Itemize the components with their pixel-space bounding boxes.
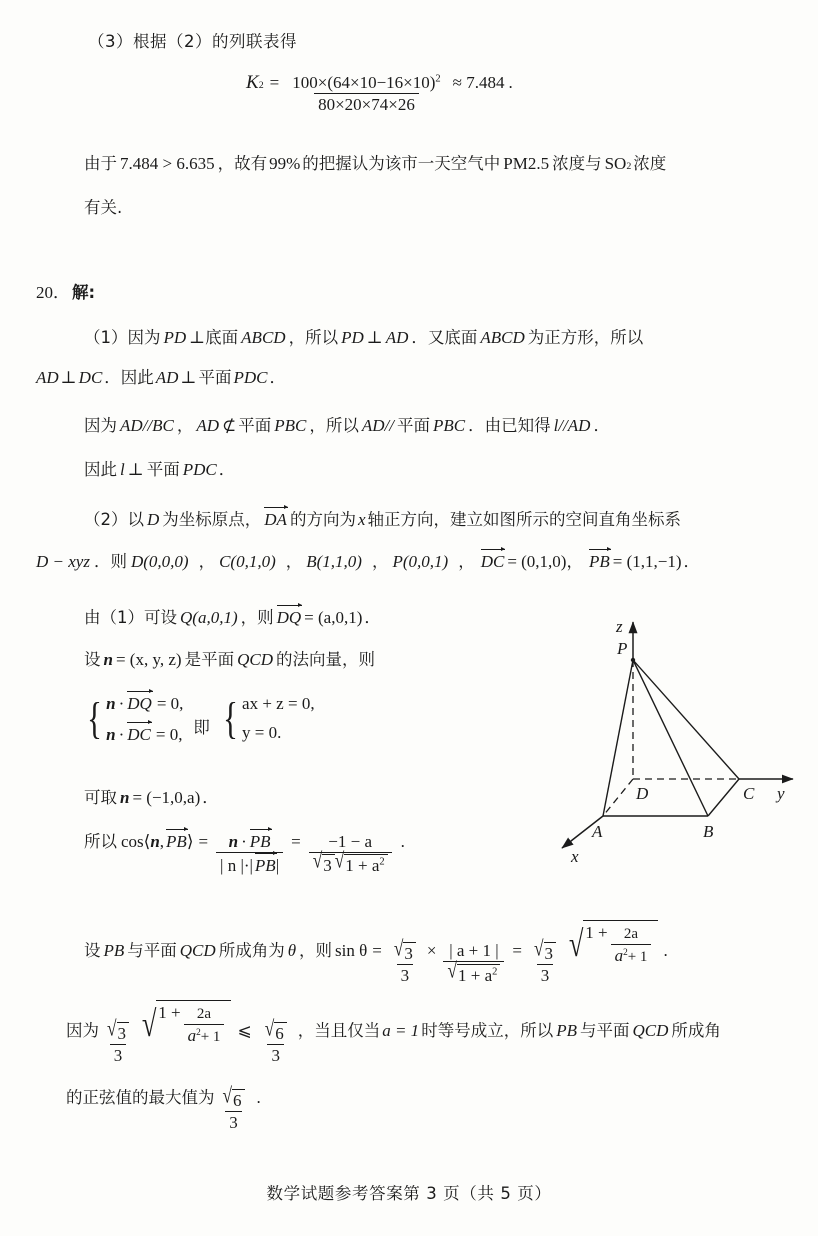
plane-QCD: QCD — [237, 650, 273, 669]
vector-DQ-value: = (a,0,1) — [304, 608, 363, 627]
row1-rhs: = 0, — [156, 694, 184, 713]
sqrt-6-b-body: 6 — [232, 1089, 245, 1110]
conclusion-text-g: 浓度与 — [552, 154, 602, 173]
system-row-2 — [106, 723, 183, 745]
cosine-fraction-1 — [216, 830, 283, 875]
final1-frac1-num — [103, 1016, 133, 1044]
cosine-s1: 所以 — [84, 832, 117, 851]
sine-s3: 所成角为 — [218, 940, 285, 960]
sqrt-1-a2-b: √ $1 + a^2$ — [447, 964, 500, 985]
coord-B: B(1,1,0) — [306, 552, 362, 571]
label-x-axis: x — [571, 847, 579, 866]
sqrt-body-text: 1 + a — [345, 856, 380, 876]
part1b-s7: ．由已知得 — [468, 416, 551, 435]
sqrt-6-b: √ 6 — [223, 1089, 245, 1110]
bs2-den-exp: 2 — [196, 1027, 201, 1038]
system-right-row-1: ax + z = 0, — [242, 694, 315, 713]
sine-QCD: QCD — [179, 940, 216, 960]
vector-DQ: DQ — [276, 608, 302, 627]
part2-vector-DA: DA — [264, 510, 287, 529]
point-Q: Q(a,0,1) — [180, 608, 238, 627]
big-sqrt-1-frac-num: 2a — [623, 926, 639, 942]
conclusion-text-i: 浓度 — [633, 154, 667, 173]
final1-s5: 所成角 — [671, 1020, 721, 1040]
big-sqrt-2-fraction — [184, 1006, 225, 1046]
row2-rhs: = 0, — [155, 725, 183, 744]
vertex-dot-P — [631, 658, 635, 662]
part1c-plane: 平面 — [146, 460, 180, 479]
sqrt-3-body: 3 — [322, 854, 335, 875]
label-D: D — [636, 784, 649, 803]
sqrt-3-c: √ 3 — [534, 942, 556, 963]
q20-sine-formula — [84, 920, 668, 985]
right-brace: { — [223, 693, 238, 743]
part1-s1: 因为 — [127, 328, 161, 347]
conclusion-text-a: 由于 — [84, 154, 117, 173]
sine-frac2-num: | a + 1 | — [449, 940, 499, 960]
final1-QCD: QCD — [632, 1020, 669, 1040]
sine-theta: θ — [287, 940, 297, 960]
take-n-symbol: n — [120, 788, 130, 807]
final2-period: . — [256, 1088, 261, 1107]
q20-solution-label: 解: — [72, 283, 96, 302]
formula-denominator: 80×20×74×26 — [314, 93, 419, 114]
conclusion-text-c: ，故有 — [217, 154, 268, 173]
final1-fraction-1 — [103, 1016, 133, 1065]
sin-theta-operator: sin θ — [335, 940, 368, 960]
sine-equals-2: = — [512, 940, 522, 960]
part1-ABCD-2: ABCD — [480, 328, 525, 347]
vector-PB-value: = (1,1,−1) — [612, 552, 682, 571]
part1b-s1: 因为 — [84, 416, 117, 435]
normal-vector-n: n — [103, 650, 113, 669]
cos-n: n — [150, 832, 160, 851]
sqrt-3-d: √ 3 — [107, 1022, 129, 1043]
q20-equation-system — [84, 692, 315, 745]
part1-l2-plane: 平面 — [198, 368, 232, 387]
q19-part3-lead: （3）根据（2）的列联表得 — [88, 32, 297, 51]
sine-frac1-num — [390, 936, 420, 964]
part2-s3: 的方向为 — [289, 510, 356, 529]
final1-frac1-den: 3 — [110, 1044, 127, 1065]
conclusion-confidence: 99% — [269, 154, 301, 173]
part2b-s1: 由（1）可设 — [84, 608, 177, 627]
big-sqrt-1-fraction — [611, 926, 652, 966]
page-footer: 数学试题参考答案第 3 页（共 5 页） — [266, 1184, 552, 1203]
pyramid-svg — [540, 600, 810, 890]
big-sqrt-2-frac-den — [184, 1024, 225, 1046]
numerator-exponent: 2 — [435, 73, 441, 85]
cos-operator: cos — [121, 832, 144, 851]
left-brace: { — [87, 693, 102, 743]
cos-frac1-den-end: | — [275, 856, 280, 876]
final2-frac-den: 3 — [225, 1111, 242, 1132]
sqrt-6-a-body: 6 — [274, 1022, 287, 1043]
part1c-PDC: PDC — [182, 460, 217, 479]
q20-part1-line-2 — [36, 364, 286, 388]
label-z-axis: z — [616, 617, 623, 636]
sine-frac3-den: 3 — [537, 964, 554, 985]
part1b-PBC-2: PBC — [432, 416, 466, 435]
q20-heading — [36, 278, 95, 303]
part2c-s2: 是平面 — [184, 650, 235, 669]
sine-frac2-den — [443, 958, 504, 985]
edge-D-A-dashed — [603, 779, 633, 816]
q20-part2-line-1 — [84, 506, 681, 530]
q20-part2b-line — [84, 604, 381, 628]
system-right-row-2: y = 0. — [242, 723, 282, 742]
cosine-fraction-2 — [309, 832, 392, 875]
sqrt-3: √ 3 — [313, 854, 335, 875]
part1-AD: AD — [385, 328, 409, 347]
cos-vector-PB: PB — [166, 832, 187, 851]
bs1-den-a: a — [614, 945, 624, 965]
sqrt-3-a: √ 3 — [394, 942, 416, 963]
q20-part2c-line — [84, 646, 375, 670]
cos-period: . — [400, 832, 405, 851]
system-row-1 — [106, 692, 183, 714]
final1-s3: 时等号成立，所以 — [421, 1020, 554, 1040]
part1-s7: 为正方形，所以 — [527, 328, 644, 347]
formula-lhs-K: K — [246, 72, 259, 93]
row1-n: n — [106, 694, 116, 713]
q20-final-line-2 — [66, 1084, 261, 1132]
final2-frac-num — [219, 1083, 249, 1111]
part1b-AD-parallel-BC: AD//BC — [120, 416, 174, 435]
sine-PB: PB — [103, 940, 125, 960]
sine-frac1-den: 3 — [397, 964, 414, 985]
sine-s1: 设 — [84, 940, 101, 960]
part2-s4: 轴正方向，建立如图所示的空间直角坐标系 — [367, 510, 681, 529]
big-sqrt-expression-1: √ 1 + $\frac{2a}{a^2+ 1}$ — [566, 920, 658, 968]
sqrt-1-a2-b-body — [457, 964, 500, 985]
part1b-comma: ， — [176, 416, 194, 435]
edge-P-C — [633, 660, 739, 779]
sine-fraction-1 — [390, 936, 420, 985]
conclusion-pm25: PM2.5 — [503, 154, 550, 173]
sine-s4: ，则 — [299, 940, 333, 960]
system-connector: 即 — [193, 717, 210, 737]
label-y-axis: y — [777, 784, 785, 803]
sqrt-1a2-exp: 2 — [492, 965, 498, 977]
part1c-s1: 因此 — [84, 460, 117, 479]
final2-s1: 的正弦值的最大值为 — [66, 1088, 215, 1107]
part1c-perp: ⊥ — [127, 460, 144, 479]
part2c-s3: 的法向量，则 — [275, 650, 375, 669]
sqrt-6-a: √ 6 — [265, 1022, 287, 1043]
label-P: P — [617, 639, 628, 658]
q20-part1b-line — [84, 412, 610, 436]
big-sqrt-1-frac-den — [611, 944, 652, 966]
cos-frac2-num: −1 − a — [328, 832, 373, 851]
row1-vector-DQ: DQ — [127, 694, 152, 713]
cos-frac1-num — [225, 830, 275, 852]
big-sqrt-2-frac-num: 2a — [196, 1006, 212, 1022]
formula-numerator — [288, 73, 444, 93]
part1-l2-period: ． — [269, 368, 286, 387]
coord-system-label: D − xyz — [36, 552, 90, 571]
part1b-plane-2: 平面 — [396, 416, 430, 435]
q20-part2-coordinates: D − xyz ．则 D(0,0,0) ， C(0,1,0) ， B(1,1,0) ， P(0,0,1) ， DC = (0,1,0) ， PB = (1,1,−1) ． — [36, 548, 700, 572]
cos-open-bracket: ⟨ — [143, 832, 151, 851]
final1-s2: ，当且仅当 — [297, 1020, 381, 1040]
part1-l2-AD-2: AD — [155, 368, 179, 387]
sqrt-body-exp: 2 — [379, 856, 385, 868]
edge-B-C — [708, 779, 739, 816]
big-sqrt-expression-2: √ 1 + $\frac{2a}{a^2+ 1}$ — [139, 1000, 231, 1048]
formula-fraction — [288, 73, 444, 114]
sine-equals-1: = — [372, 940, 382, 960]
sqrt-3-d-body: 3 — [117, 1022, 130, 1043]
normal-vector-components: = (x, y, z) — [115, 650, 182, 669]
vector-DC-value: = (0,1,0) — [507, 552, 567, 571]
take-n-s1: 可取 — [84, 788, 117, 807]
final1-s1: 因为 — [66, 1020, 99, 1040]
part1-s4: ，所以 — [288, 328, 339, 347]
bs1-den-tail: + 1 — [627, 948, 648, 965]
edge-P-A — [603, 660, 633, 816]
sine-period: . — [663, 940, 668, 960]
coord-C: C(0,1,0) — [219, 552, 276, 571]
final1-PB: PB — [556, 1020, 577, 1040]
sqrt-3-a-body: 3 — [403, 942, 416, 963]
coord-P: P(0,0,1) — [392, 552, 449, 571]
part1-l2-perp-2: ⊥ — [180, 368, 197, 387]
sine-fraction-2 — [443, 941, 504, 985]
cos-frac1-vector-PB: PB — [249, 832, 271, 851]
part1b-AD-parallel: AD// — [361, 416, 394, 435]
formula-period: . — [508, 73, 513, 92]
big-sqrt-1-lead: 1 + — [585, 923, 608, 942]
take-n-period: ． — [202, 788, 219, 807]
part2b-period: ． — [364, 608, 381, 627]
bs2-den-a: a — [187, 1025, 197, 1045]
part2-s2: 为坐标原点， — [162, 510, 262, 529]
part1b-not-subset: ⊄ — [222, 416, 237, 435]
q20-take-n-line — [84, 784, 219, 808]
system-left — [84, 692, 183, 745]
part1b-plane-1: 平面 — [238, 416, 272, 435]
formula-lhs-exponent: 2 — [258, 80, 264, 91]
part1c-period: ． — [218, 460, 236, 479]
final1-leq: ⩽ — [237, 1020, 252, 1040]
part1-tag: （1） — [84, 328, 128, 347]
cos-frac1-n: n — [228, 832, 239, 851]
pyramid-diagram — [540, 600, 810, 890]
part1-l2-perp-1: ⊥ — [60, 368, 77, 387]
bs2-den-tail: + 1 — [200, 1028, 221, 1045]
part2-s1: 以 — [127, 510, 144, 529]
coord-D: D(0,0,0) — [130, 552, 189, 571]
final1-a-equals-1: a = 1 — [382, 1020, 420, 1040]
part1-l2-PDC: PDC — [233, 368, 268, 387]
q20-part1-line-1 — [84, 324, 643, 348]
part1-perp-2: ⊥ — [366, 328, 383, 347]
bs1-den-exp: 2 — [623, 947, 628, 958]
big-sqrt-2-body — [156, 1000, 231, 1048]
part1b-period: ． — [593, 416, 610, 435]
sqrt-1-plus-a2-body — [344, 854, 387, 875]
cos-equals-1: = — [198, 832, 209, 851]
label-A: A — [592, 822, 603, 841]
row2-dot: · — [118, 725, 125, 744]
q19-conclusion-line-2: 有关. — [84, 198, 123, 217]
q20-part1c-line — [84, 456, 235, 480]
big-sqrt-1-body — [583, 920, 658, 968]
numerator-text: 100×(64×10−16×10) — [292, 73, 436, 92]
row2-n: n — [106, 725, 116, 744]
coord-then: ．则 — [93, 552, 127, 571]
part1-l2-AD: AD — [36, 368, 59, 387]
part2b-s2: ，则 — [240, 608, 274, 627]
cos-frac1-den-vector: PB — [254, 856, 276, 876]
part1-PD: PD — [163, 328, 187, 347]
cos-equals-2: = — [291, 832, 301, 851]
conclusion-text-e: 的把握认为该市一天空气中 — [302, 154, 501, 173]
part1-bottom-face: 底面 — [205, 328, 239, 347]
part1-l2-s2: ．因此 — [104, 368, 154, 387]
sine-times: × — [426, 940, 437, 960]
label-C: C — [743, 784, 755, 803]
part1b-l-parallel-AD: l//AD — [553, 416, 591, 435]
q20-number: 20． — [36, 283, 70, 302]
q20-cosine-formula — [84, 828, 405, 875]
q19-conclusion-line-1 — [84, 150, 666, 174]
final1-frac2-den: 3 — [267, 1044, 284, 1065]
final2-fraction — [219, 1083, 249, 1133]
part2c-s1: 设 — [84, 650, 101, 669]
cos-frac1-den-n: | n |·| — [220, 856, 253, 876]
conclusion-inequality: 7.484 > 6.635 — [120, 154, 215, 173]
sqrt-1-plus-a2: √ $1 + a^2$ — [335, 854, 388, 875]
final1-frac2-num — [261, 1016, 291, 1044]
sqrt-3-c-body: 3 — [544, 942, 557, 963]
row2-vector-DC: DC — [127, 725, 151, 744]
cos-close-bracket: ⟩ — [186, 832, 194, 851]
q19-k-squared-formula — [246, 72, 513, 114]
conclusion-so2-subscript: 2 — [626, 161, 632, 172]
final1-s4: 与平面 — [579, 1020, 630, 1040]
coord-period: ． — [683, 552, 701, 571]
sine-fraction-3 — [530, 936, 560, 985]
cos-comma: , — [159, 832, 165, 851]
part1b-s5: ，所以 — [309, 416, 359, 435]
cos-frac2-den — [309, 848, 392, 876]
part1-s6: ．又底面 — [411, 328, 478, 347]
label-B: B — [703, 822, 714, 841]
formula-equals: = — [269, 73, 280, 92]
big-sqrt-2-lead: 1 + — [158, 1003, 181, 1022]
part1b-AD: AD — [196, 416, 220, 435]
part1b-PBC-1: PBC — [274, 416, 307, 435]
part1-l2-DC: DC — [78, 368, 103, 387]
sqrt-1a2-text: 1 + a — [458, 965, 493, 985]
system-right — [220, 694, 315, 743]
formula-approx-value: ≈ 7.484 — [452, 73, 505, 92]
cos-frac1-dot: · — [241, 832, 247, 851]
q20-final-line-1 — [66, 1000, 721, 1065]
sine-frac3-num — [530, 936, 560, 964]
sine-s2: 与平面 — [127, 940, 177, 960]
cos-frac1-den — [216, 852, 283, 875]
part1-PD-2: PD — [341, 328, 364, 347]
vector-DC: DC — [480, 552, 505, 571]
conclusion-so2: SO — [604, 154, 627, 173]
row1-dot: · — [118, 694, 125, 713]
part1-perp-1: ⊥ — [189, 328, 206, 347]
vector-PB: PB — [588, 552, 610, 571]
part2-D-origin: D — [147, 510, 160, 529]
part1c-l: l — [120, 460, 125, 479]
take-n-value: = (−1,0,a) — [132, 788, 201, 807]
part1-ABCD-1: ABCD — [241, 328, 286, 347]
part2-x-axis: x — [357, 510, 366, 529]
final1-fraction-2 — [261, 1016, 291, 1065]
part2-tag: （2） — [84, 510, 128, 529]
